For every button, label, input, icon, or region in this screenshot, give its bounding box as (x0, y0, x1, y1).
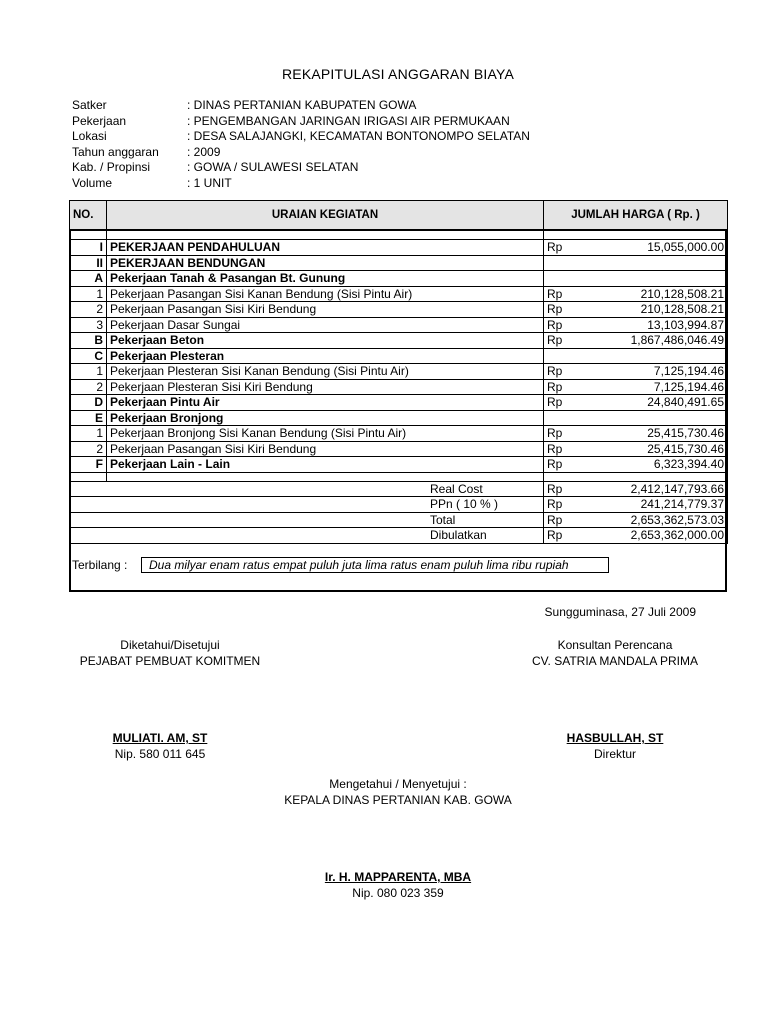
meta-row-lokasi (72, 129, 530, 145)
summary-amount: 2,412,147,793.66 (580, 481, 728, 497)
row-currency (544, 348, 580, 364)
row-description: Pekerjaan Bronjong (107, 410, 544, 426)
row-no: 1 (70, 286, 107, 302)
table-row (70, 317, 728, 333)
right-sign-title: Direktur (593, 747, 636, 761)
bottom-sign-nip: Nip. 080 023 359 (352, 886, 444, 900)
meta-label: Pekerjaan (72, 113, 127, 128)
row-amount (580, 255, 728, 271)
blank-cell (544, 472, 580, 481)
document-title: REKAPITULASI ANGGARAN BIAYA (281, 66, 515, 82)
table-row (70, 364, 728, 380)
right-sign-line2: CV. SATRIA MANDALA PRIMA (531, 654, 699, 668)
summary-row (70, 512, 728, 528)
row-amount (580, 410, 728, 426)
meta-label: Volume (72, 175, 113, 190)
table-row (70, 395, 728, 411)
summary-amount: 2,653,362,573.03 (580, 512, 728, 528)
row-no: I (70, 240, 107, 256)
table-header-row (70, 201, 728, 231)
row-currency: Rp (544, 333, 580, 349)
table-row (70, 286, 728, 302)
row-description: Pekerjaan Pasangan Sisi Kanan Bendung (Sisi Pintu Air) (107, 286, 544, 302)
row-no: 2 (70, 302, 107, 318)
row-currency (544, 271, 580, 287)
row-amount: 210,128,508.21 (580, 302, 728, 318)
summary-row (70, 528, 728, 544)
summary-currency: Rp (544, 497, 580, 513)
left-sign-line2: PEJABAT PEMBUAT KOMITMEN (79, 654, 261, 668)
row-amount: 25,415,730.46 (580, 426, 728, 442)
row-description: Pekerjaan Pintu Air (107, 395, 544, 411)
row-currency: Rp (544, 240, 580, 256)
row-currency: Rp (544, 317, 580, 333)
table-row (70, 457, 728, 473)
row-description: Pekerjaan Plesteran Sisi Kanan Bendung (Sisi Pintu Air) (107, 364, 544, 380)
table-row (70, 302, 728, 318)
summary-currency: Rp (544, 481, 580, 497)
table-row (70, 348, 728, 364)
left-sign-name: MULIATI. AM, ST (112, 731, 208, 745)
row-no: E (70, 410, 107, 426)
summary-label: Dibulatkan (70, 528, 544, 544)
summary-currency: Rp (544, 528, 580, 544)
row-no: F (70, 457, 107, 473)
row-currency: Rp (544, 379, 580, 395)
terbilang-label: Terbilang : (72, 558, 128, 572)
meta-value: : 1 UNIT (187, 175, 232, 190)
row-currency: Rp (544, 395, 580, 411)
table-row (70, 255, 728, 271)
row-no: B (70, 333, 107, 349)
table-row (70, 271, 728, 287)
table-row (70, 379, 728, 395)
header-no: NO. (70, 201, 107, 231)
row-no: C (70, 348, 107, 364)
bottom-sign-line2: KEPALA DINAS PERTANIAN KAB. GOWA (284, 793, 512, 807)
left-sign-nip: Nip. 580 011 645 (114, 747, 206, 761)
row-no: II (70, 255, 107, 271)
row-amount: 15,055,000.00 (580, 240, 728, 256)
table-row (70, 333, 728, 349)
row-description: PEKERJAAN PENDAHULUAN (107, 240, 544, 256)
meta-row-satker (72, 98, 530, 114)
cost-summary-table (69, 200, 728, 544)
table-row (70, 441, 728, 457)
summary-label: PPn ( 10 % ) (70, 497, 544, 513)
row-no: 1 (70, 364, 107, 380)
bottom-sign-name: Ir. H. MAPPARENTA, MBA (324, 870, 472, 884)
row-amount: 24,840,491.65 (580, 395, 728, 411)
meta-row-volume (72, 176, 530, 192)
row-currency (544, 255, 580, 271)
meta-value: : DINAS PERTANIAN KABUPATEN GOWA (187, 98, 417, 112)
summary-amount: 2,653,362,000.00 (580, 528, 728, 544)
row-no: A (70, 271, 107, 287)
right-sign-line1: Konsultan Perencana (557, 638, 673, 652)
summary-row (70, 497, 728, 513)
meta-value: : 2009 (187, 144, 221, 159)
blank-row (70, 472, 728, 481)
summary-row (70, 481, 728, 497)
row-description: Pekerjaan Bronjong Sisi Kanan Bendung (Sisi Pintu Air) (107, 426, 544, 442)
row-amount: 7,125,194.46 (580, 364, 728, 380)
row-currency (544, 410, 580, 426)
meta-value: : DESA SALAJANGKI, KECAMATAN BONTONOMPO SELATAN (187, 129, 530, 144)
row-amount: 7,125,194.46 (580, 379, 728, 395)
meta-value: : GOWA / SULAWESI SELATAN (187, 160, 359, 175)
project-info (72, 98, 530, 192)
summary-label: Total (70, 512, 544, 528)
spacer-row (70, 230, 728, 240)
row-amount (580, 271, 728, 287)
blank-cell (580, 472, 728, 481)
row-description: Pekerjaan Plesteran Sisi Kiri Bendung (107, 379, 544, 395)
meta-label: Satker (72, 98, 107, 112)
row-description: Pekerjaan Dasar Sungai (107, 317, 544, 333)
row-currency: Rp (544, 426, 580, 442)
summary-currency: Rp (544, 512, 580, 528)
blank-cell (70, 472, 107, 481)
left-sign-line1: Diketahui/Disetujui (120, 638, 220, 652)
meta-label: Tahun anggaran (72, 144, 159, 159)
meta-label: Kab. / Propinsi (72, 160, 151, 175)
row-description: Pekerjaan Pasangan Sisi Kiri Bendung (107, 441, 544, 457)
row-currency: Rp (544, 457, 580, 473)
row-no: 2 (70, 379, 107, 395)
row-amount: 1,867,486,046.49 (580, 333, 728, 349)
row-amount: 6,323,394.40 (580, 457, 728, 473)
meta-row-tahun (72, 145, 530, 161)
place-date: Sungguminasa, 27 Juli 2009 (544, 605, 696, 619)
row-description: PEKERJAAN BENDUNGAN (107, 255, 544, 271)
terbilang-text: Dua milyar enam ratus empat puluh juta lima ratus enam puluh lima ribu rupiah (141, 557, 609, 573)
summary-amount: 241,214,779.37 (580, 497, 728, 513)
meta-row-kabupaten (72, 160, 530, 176)
row-description: Pekerjaan Plesteran (107, 348, 544, 364)
right-sign-name: HASBULLAH, ST (566, 731, 664, 745)
row-description: Pekerjaan Beton (107, 333, 544, 349)
row-no: 1 (70, 426, 107, 442)
row-description: Pekerjaan Tanah & Pasangan Bt. Gunung (107, 271, 544, 287)
summary-label: Real Cost (70, 481, 544, 497)
row-no: 3 (70, 317, 107, 333)
table-row (70, 410, 728, 426)
meta-value: : PENGEMBANGAN JARINGAN IRIGASI AIR PERMUKAAN (187, 113, 510, 128)
row-amount: 25,415,730.46 (580, 441, 728, 457)
bottom-sign-line1: Mengetahui / Menyetujui : (329, 777, 467, 791)
row-description: Pekerjaan Lain - Lain (107, 457, 544, 473)
meta-row-pekerjaan (72, 114, 530, 130)
row-currency: Rp (544, 364, 580, 380)
header-uraian: URAIAN KEGIATAN (107, 201, 544, 231)
row-description: Pekerjaan Pasangan Sisi Kiri Bendung (107, 302, 544, 318)
table-row (70, 240, 728, 256)
header-jumlah: JUMLAH HARGA ( Rp. ) (544, 201, 728, 231)
row-no: 2 (70, 441, 107, 457)
row-no: D (70, 395, 107, 411)
table-row (70, 426, 728, 442)
row-amount: 13,103,994.87 (580, 317, 728, 333)
row-currency: Rp (544, 286, 580, 302)
meta-label: Lokasi (72, 129, 107, 144)
row-currency: Rp (544, 441, 580, 457)
row-amount: 210,128,508.21 (580, 286, 728, 302)
row-currency: Rp (544, 302, 580, 318)
row-amount (580, 348, 728, 364)
blank-cell (107, 472, 544, 481)
